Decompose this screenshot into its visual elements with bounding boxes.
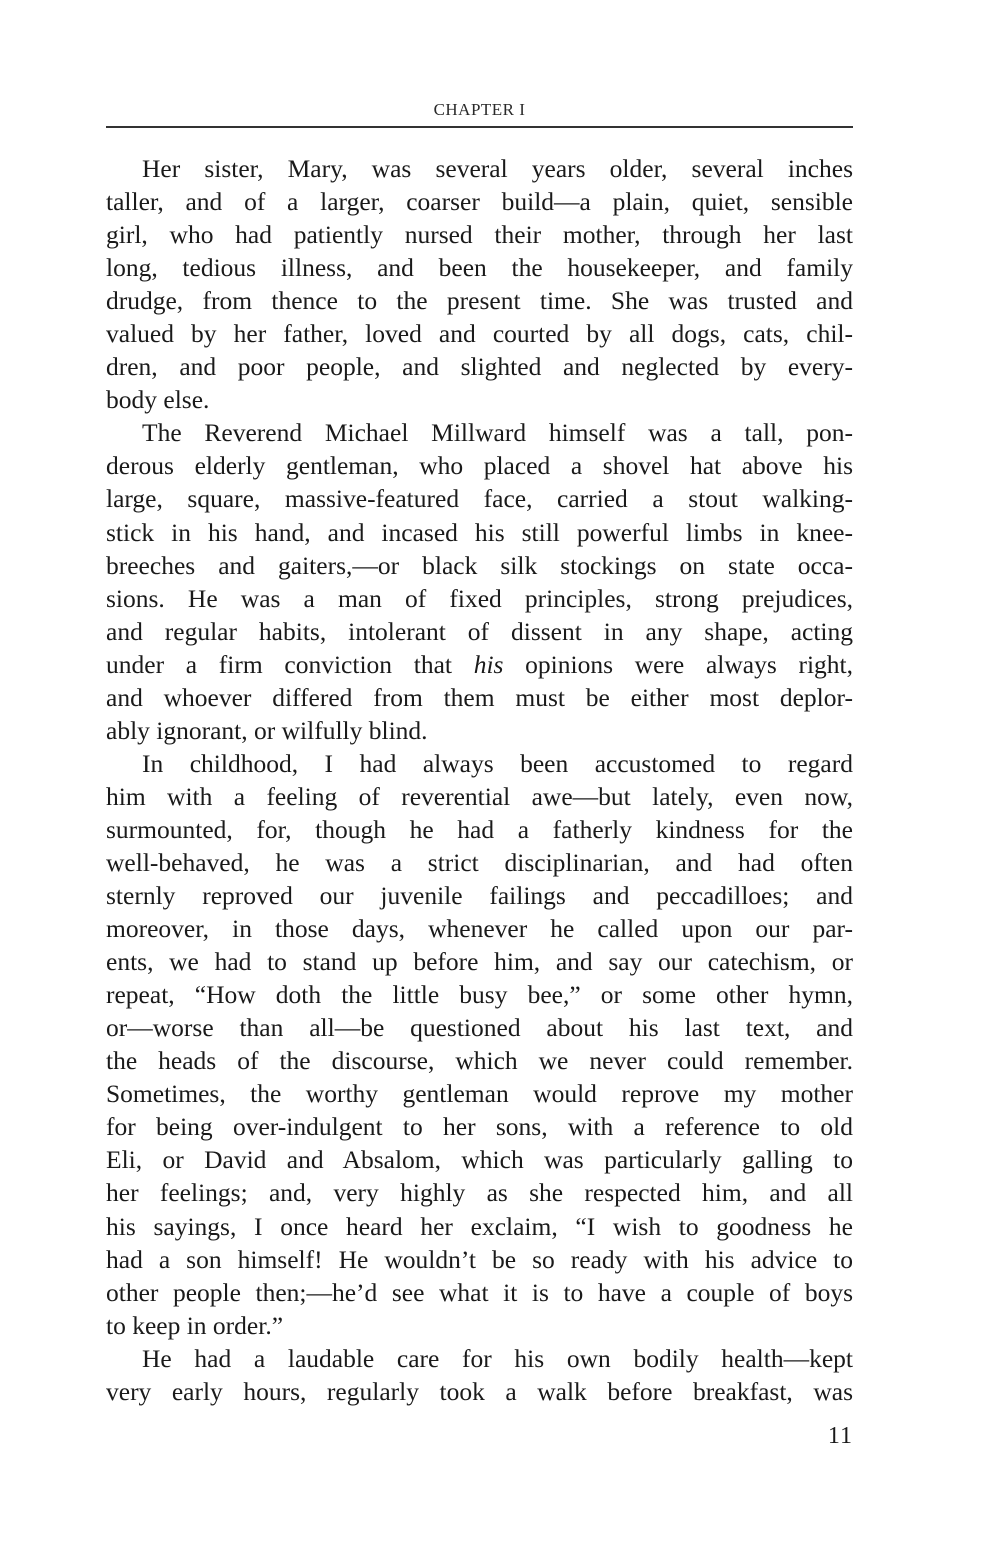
body-text (106, 152, 853, 1408)
italic-emphasis: his (473, 649, 504, 679)
paragraph-1-line-1: Her sister, Mary, was several years older, several inches (142, 154, 853, 183)
paragraph-1-line-8: body else. (106, 385, 210, 415)
running-head: CHAPTER I (433, 100, 526, 119)
paragraph-2-line-2: derous elderly gentleman, who placed a shovel hat above his (106, 451, 853, 481)
paragraph-3-line-11: Sometimes, the worthy gentleman would reprove my mother (106, 1079, 853, 1109)
paragraph-3-line-13: Eli, or David and Absalom, which was particularly galling to (106, 1145, 853, 1175)
paragraph-1-line-7: dren, and poor people, and slighted and neglected by every- (106, 352, 853, 382)
paragraph-3-line-7: ents, we had to stand up before him, and say our catechism, or (106, 947, 853, 977)
paragraph-2-line-8 (106, 648, 853, 681)
paragraph-4-line-1: He had a laudable care for his own bodily health—kept (142, 1343, 853, 1373)
paragraph-2-line-1: The Reverend Michael Millward himself was a tall, pon- (142, 418, 853, 448)
paragraph-2-line-4: stick in his hand, and incased his still powerful limbs in knee- (106, 517, 853, 547)
paragraph-3-line-2: him with a feeling of reverential awe—but lately, even now, (106, 781, 853, 811)
paragraph-3-line-17: other people then;—he’d see what it is to have a couple of boys (106, 1277, 853, 1307)
paragraph-3-line-14: her feelings; and, very highly as she respected him, and all (106, 1178, 853, 1208)
paragraph-3-line-9: or—worse than all—be questioned about his last text, and (106, 1013, 853, 1043)
paragraph-1-line-3: girl, who had patiently nursed their mother, through her last (106, 220, 853, 250)
paragraph-2-line-6: sions. He was a man of fixed principles, strong prejudices, (106, 583, 853, 613)
paragraph-2-line-9: and whoever differed from them must be either most deplor- (106, 682, 853, 712)
paragraph-3-line-3: surmounted, for, though he had a fatherly kindness for the (106, 814, 853, 844)
paragraph-3-line-16: had a son himself! He wouldn’t be so ready with his advice to (106, 1244, 853, 1274)
paragraph-3-line-5: sternly reproved our juvenile failings and peccadilloes; and (106, 881, 853, 911)
paragraph-1-line-6: valued by her father, loved and courted by all dogs, cats, chil- (106, 319, 853, 349)
paragraph-2-line-10: ably ignorant, or wilfully blind. (106, 715, 428, 745)
paragraph-3-line-12: for being over-indulgent to her sons, with a reference to old (106, 1112, 853, 1142)
paragraph-3-line-8: repeat, “How doth the little busy bee,” or some other hymn, (106, 980, 853, 1010)
header-rule (106, 126, 853, 128)
page-number: 11 (827, 1423, 853, 1449)
paragraph-1-line-5: drudge, from thence to the present time. She was trusted and (106, 286, 853, 316)
paragraph-4-line-2: very early hours, regularly took a walk before breakfast, was (106, 1376, 853, 1406)
paragraph-2-line-3: large, square, massive-featured face, carried a stout walking- (106, 484, 853, 514)
paragraph-3-line-18: to keep in order.” (106, 1310, 284, 1340)
paragraph-2-line-7: and regular habits, intolerant of dissent in any shape, acting (106, 616, 853, 646)
paragraph-3-line-15: his sayings, I once heard her exclaim, “I wish to goodness he (106, 1211, 853, 1241)
paragraph-2-line-5: breeches and gaiters,—or black silk stockings on state occa- (106, 550, 853, 580)
paragraph-2-line-8-before-italic: under a firm conviction that (106, 649, 452, 679)
paragraph-3-line-1: In childhood, I had always been accustomed to regard (142, 748, 853, 778)
paragraph-2-line-8-after-italic: opinions were always right, (525, 649, 853, 679)
paragraph-1-line-2: taller, and of a larger, coarser build—a plain, quiet, sensible (106, 187, 853, 217)
paragraph-3-line-10: the heads of the discourse, which we never could remember. (106, 1046, 853, 1076)
paragraph-1-line-4: long, tedious illness, and been the housekeeper, and family (106, 253, 853, 283)
paragraph-3-line-4: well-behaved, he was a strict disciplinarian, and had often (106, 847, 853, 877)
paragraph-3-line-6: moreover, in those days, whenever he called upon our par- (106, 914, 853, 944)
